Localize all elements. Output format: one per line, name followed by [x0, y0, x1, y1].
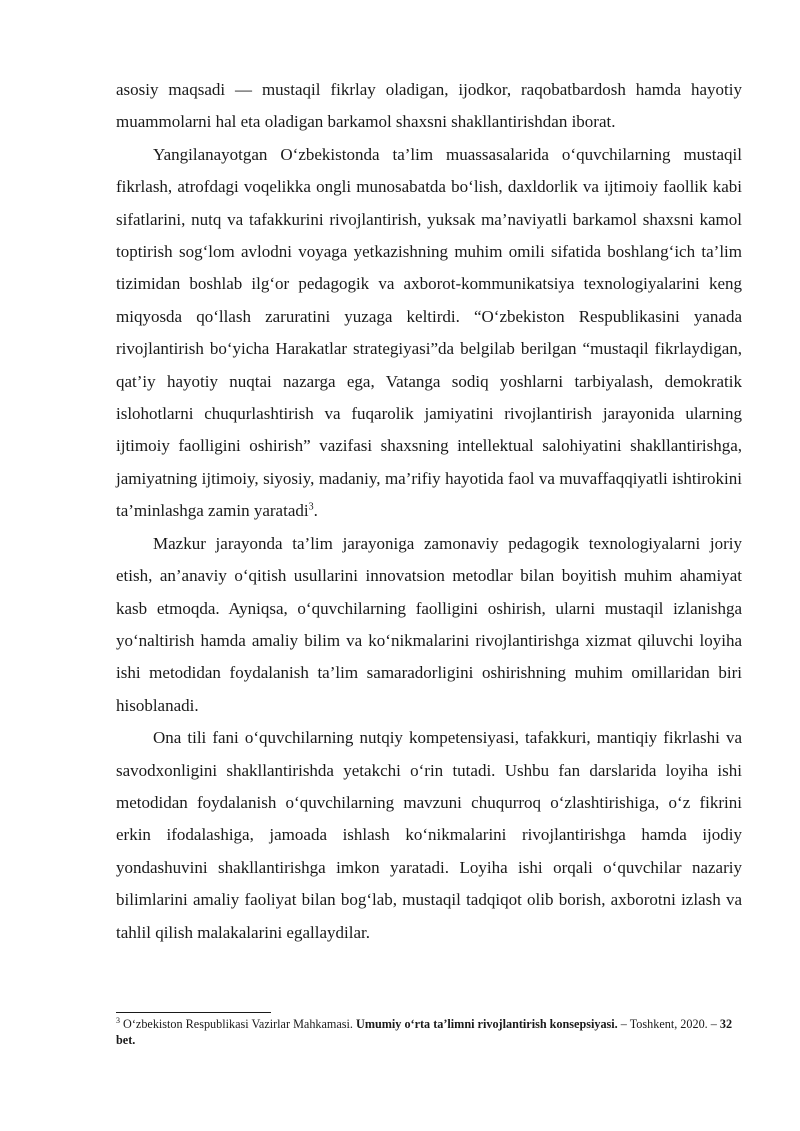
- footnote: [116, 1016, 742, 1048]
- footnote-reference[interactable]: 3: [308, 501, 314, 513]
- footnote-divider: [116, 1012, 271, 1013]
- paragraph-native-language: Ona tili fani o‘quvchilarning nutqiy kompetensiyasi, tafakkuri, mantiqiy fikrlashi va savodxonligini shakllantirishda yetakchi o‘rin tutadi. Ushbu fan darslarida loyiha ishi metodidan foydalanish o‘quvchilarning mavzuni chuqurroq o‘zlashtirishiga, o‘z fikrini erkin ifodalashiga, jamoada ishlash ko‘nikmalarini rivojlantirishga hamda ijodiy yondashuvini shakllantirishga imkon yaratadi. Loyiha ishi orqali o‘quvchilar nazariy bilimlarini amaliy faoliyat bilan bog‘lab, mustaqil tadqiqot olib borish, axborotni izlash va tahlil qilish malakalarini egallaydilar.: [116, 728, 742, 942]
- footnote-author: O‘zbekiston Respublikasi Vazirlar Mahkamasi.: [120, 1017, 357, 1031]
- paragraph-end-punctuation: .: [313, 501, 318, 521]
- page-body: [116, 74, 742, 949]
- paragraph-intro: asosiy maqsadi — mustaqil fikrlay oladigan, ijodkor, raqobatbardosh hamda hayotiy muammolarni hal eta oladigan barkamol shaxsni shakllantirishdan iborat.: [116, 80, 742, 132]
- footnote-number: 3: [116, 1015, 120, 1025]
- paragraph-uzbekistan-education: [116, 139, 742, 528]
- footnote-title: Umumiy o‘rta ta’limni rivojlantirish konsepsiyasi.: [356, 1017, 618, 1031]
- footnote-pages: 32 bet.: [116, 1017, 733, 1047]
- paragraph-pedagogical-technologies: Mazkur jarayonda ta’lim jarayoniga zamonaviy pedagogik texnologiyalarni joriy etish, an’anaviy o‘qitish usullarini innovatsion metodlar bilan boyitish muhim ahamiyat kasb etmoqda. Ayniqsa, o‘quvchilarning faolligini oshirish, ularni mustaqil izlanishga yo‘naltirish hamda amaliy bilim va ko‘nikmalarini rivojlantirishga xizmat qiluvchi loyiha ishi metodidan foydalanish ta’lim samaradorligini oshirishning muhim omillaridan biri hisoblanadi.: [116, 533, 742, 715]
- paragraph-text: Yangilanayotgan O‘zbekistonda ta’lim muassasalarida o‘quvchilarning mustaqil fikrlash, atrofdagi voqelikka ongli munosabatda bo‘lish, daxldorlik va ijtimoiy faollik kabi sifatlarini, nutq va tafakkurini rivojlantirish, yuksak ma’naviyatli barkamol shaxsni kamol toptirish sog‘lom avlodni voyaga yetkazishning muhim omili sifatida boshlang‘ich ta’lim tizimidan boshlab ilg‘or pedagogik va axborot-kommunikatsiya texnologiyalarini keng miqyosda qo‘llash zaruratini yuzaga keltirdi. “O‘zbekiston Respublikasini yanada rivojlantirish bo‘yicha Harakatlar strategiyasi”da belgilab berilgan “mustaqil fikrlaydigan, qat’iy hayotiy nuqtai nazarga ega, Vatanga sodiq yoshlarni tarbiyalash, demokratik islohotlarni chuqurlashtirish va fuqarolik jamiyatini rivojlantirish jarayonida ularning ijtimoiy faolligini oshirish” vazifasi shaxsning intellektual salohiyatini shakllantirishga, jamiyatning ijtimoiy, siyosiy, madaniy, ma’rifiy hayotida faol va muvaffaqqiyatli ishtirokini ta’minlashga zamin yaratadi: [116, 144, 742, 521]
- footnote-place-year: – Toshkent, 2020. –: [617, 1017, 720, 1031]
